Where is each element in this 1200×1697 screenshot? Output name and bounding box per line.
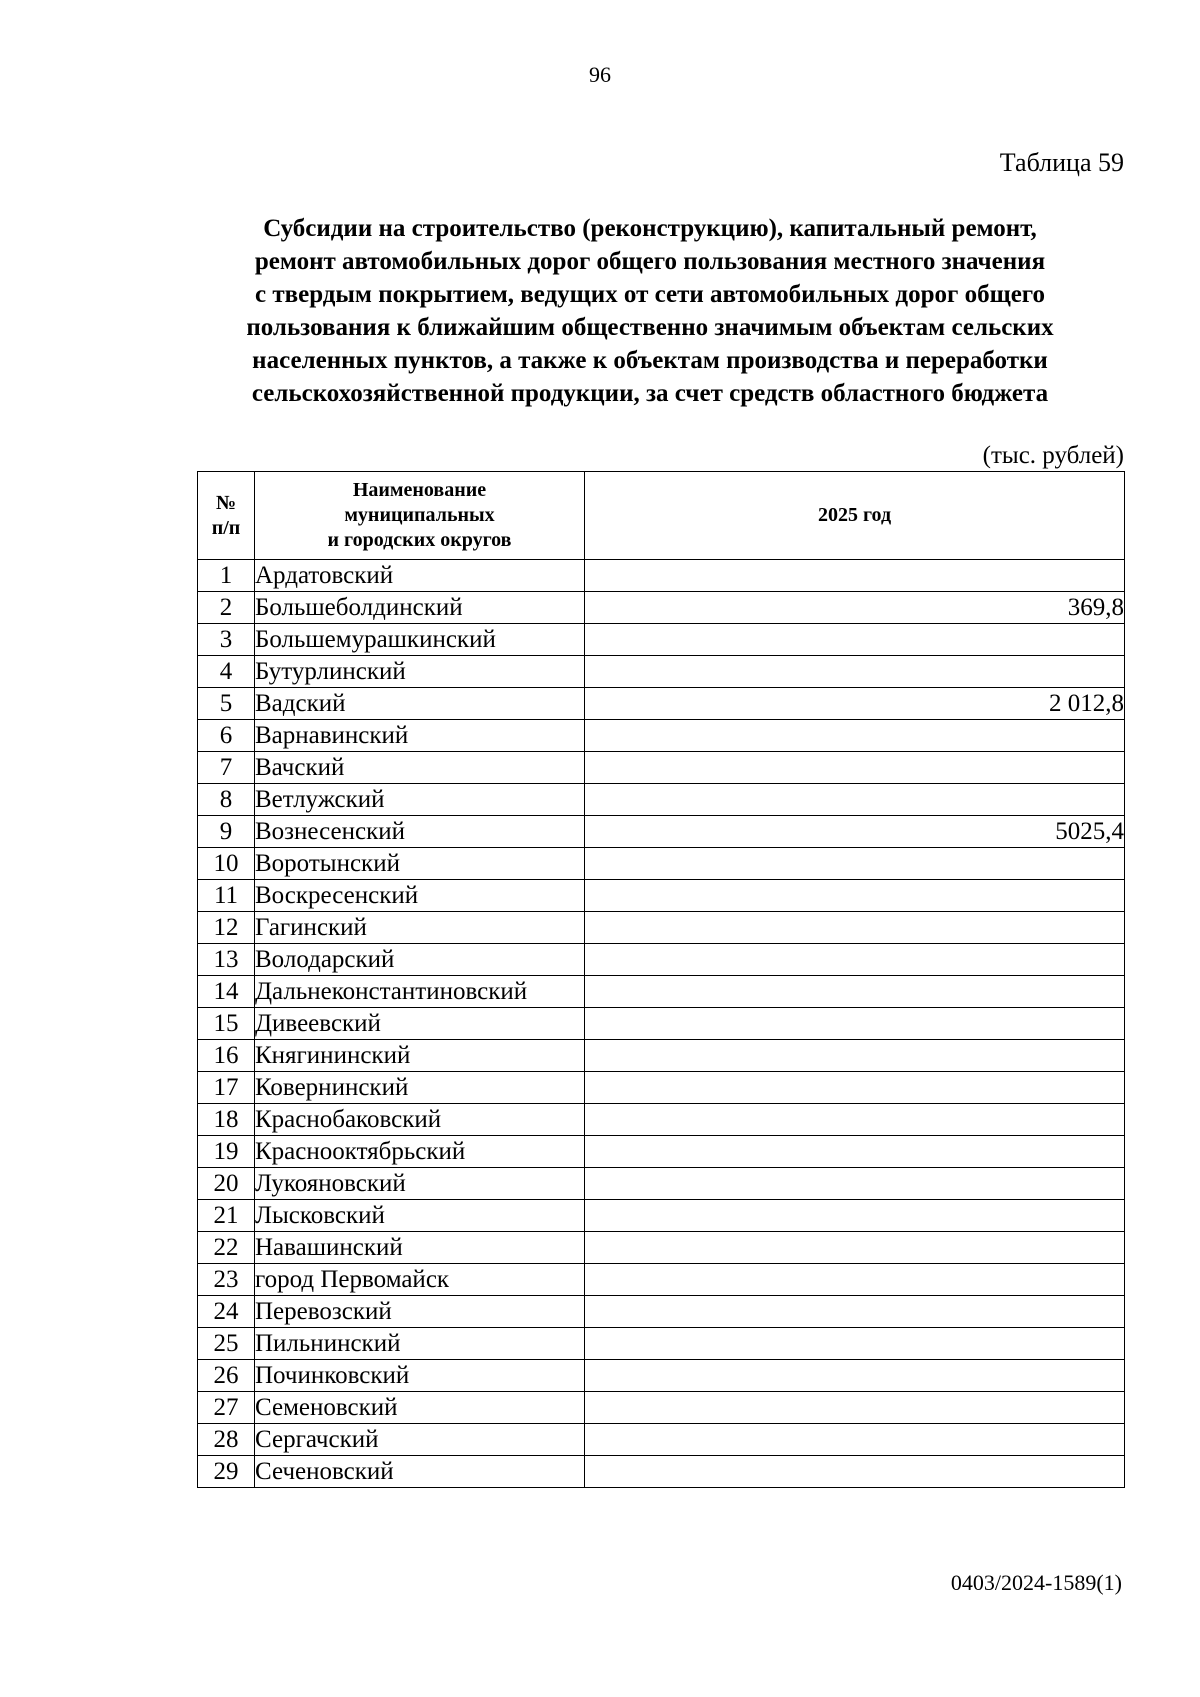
amount-cell xyxy=(585,1072,1125,1104)
row-number-cell: 2 xyxy=(198,592,255,624)
row-number-cell: 4 xyxy=(198,656,255,688)
table-header xyxy=(198,472,1125,560)
amount-cell: 369,8 xyxy=(585,592,1125,624)
amount-cell xyxy=(585,1040,1125,1072)
header-number xyxy=(198,472,255,560)
header-number-line: п/п xyxy=(211,516,241,539)
district-name-cell: Дальнеконстантиновский xyxy=(255,976,585,1008)
row-number-cell: 15 xyxy=(198,1008,255,1040)
header-number-line: № xyxy=(215,491,237,514)
table-row xyxy=(198,592,1125,624)
table-row xyxy=(198,720,1125,752)
row-number-cell: 1 xyxy=(198,560,255,592)
subsidy-table xyxy=(197,471,1125,1488)
amount-cell xyxy=(585,1104,1125,1136)
header-row xyxy=(198,472,1125,560)
amount-cell xyxy=(585,1168,1125,1200)
district-name-cell: Семеновский xyxy=(255,1392,585,1424)
row-number-cell: 28 xyxy=(198,1424,255,1456)
row-number-cell: 20 xyxy=(198,1168,255,1200)
district-name-cell: Бутурлинский xyxy=(255,656,585,688)
row-number-cell: 26 xyxy=(198,1360,255,1392)
district-name-cell: Вачский xyxy=(255,752,585,784)
table-row xyxy=(198,912,1125,944)
table-row xyxy=(198,624,1125,656)
amount-cell xyxy=(585,656,1125,688)
amount-cell xyxy=(585,1008,1125,1040)
title-line: Субсидии на строительство (реконструкцию), капитальный ремонт, xyxy=(263,215,1037,242)
table-body xyxy=(198,560,1125,1488)
row-number-cell: 24 xyxy=(198,1296,255,1328)
district-name-cell: Сергачский xyxy=(255,1424,585,1456)
table-row xyxy=(198,976,1125,1008)
table-label: Таблица 59 xyxy=(999,148,1124,177)
row-number-cell: 9 xyxy=(198,816,255,848)
district-name-cell: Починковский xyxy=(255,1360,585,1392)
amount-cell xyxy=(585,1136,1125,1168)
amount-cell xyxy=(585,976,1125,1008)
district-name-cell: Ковернинский xyxy=(255,1072,585,1104)
table-row xyxy=(198,816,1125,848)
district-name-cell: Ветлужский xyxy=(255,784,585,816)
table-row xyxy=(198,1136,1125,1168)
title-line: сельскохозяйственной продукции, за счет средств областного бюджета xyxy=(251,380,1049,407)
row-number-cell: 17 xyxy=(198,1072,255,1104)
amount-cell xyxy=(585,720,1125,752)
table-row xyxy=(198,880,1125,912)
title-line: пользования к ближайшим общественно значимым объектам сельских xyxy=(246,314,1054,341)
page-number: 96 xyxy=(589,62,611,87)
row-number-cell: 14 xyxy=(198,976,255,1008)
district-name-cell: Лукояновский xyxy=(255,1168,585,1200)
amount-cell xyxy=(585,1264,1125,1296)
district-name-cell: Варнавинский xyxy=(255,720,585,752)
amount-cell xyxy=(585,1392,1125,1424)
table-row xyxy=(198,1008,1125,1040)
amount-cell xyxy=(585,1200,1125,1232)
row-number-cell: 10 xyxy=(198,848,255,880)
header-year: 2025 год xyxy=(585,472,1125,560)
district-name-cell: Княгининский xyxy=(255,1040,585,1072)
table-row xyxy=(198,1392,1125,1424)
row-number-cell: 27 xyxy=(198,1392,255,1424)
table-row xyxy=(198,688,1125,720)
table-row xyxy=(198,656,1125,688)
table-row xyxy=(198,1328,1125,1360)
district-name-cell: Большемурашкинский xyxy=(255,624,585,656)
table-row xyxy=(198,1264,1125,1296)
header-name-line: и городских округов xyxy=(327,529,512,551)
district-name-cell: Навашинский xyxy=(255,1232,585,1264)
district-name-cell: Сеченовский xyxy=(255,1456,585,1488)
table-row xyxy=(198,848,1125,880)
row-number-cell: 29 xyxy=(198,1456,255,1488)
district-name-cell: Воротынский xyxy=(255,848,585,880)
amount-cell xyxy=(585,784,1125,816)
row-number-cell: 6 xyxy=(198,720,255,752)
table-row xyxy=(198,560,1125,592)
district-name-cell: Володарский xyxy=(255,944,585,976)
row-number-cell: 23 xyxy=(198,1264,255,1296)
amount-cell xyxy=(585,944,1125,976)
amount-cell: 5025,4 xyxy=(585,816,1125,848)
table-row xyxy=(198,752,1125,784)
district-name-cell: Вознесенский xyxy=(255,816,585,848)
row-number-cell: 19 xyxy=(198,1136,255,1168)
table-row xyxy=(198,1104,1125,1136)
table-row xyxy=(198,784,1125,816)
document-title xyxy=(180,212,1120,410)
row-number-cell: 25 xyxy=(198,1328,255,1360)
amount-cell xyxy=(585,1360,1125,1392)
header-name xyxy=(255,472,585,560)
table-row xyxy=(198,1360,1125,1392)
row-number-cell: 8 xyxy=(198,784,255,816)
district-name-cell: Пильнинский xyxy=(255,1328,585,1360)
district-name-cell: город Первомайск xyxy=(255,1264,585,1296)
amount-cell xyxy=(585,880,1125,912)
amount-cell xyxy=(585,560,1125,592)
row-number-cell: 21 xyxy=(198,1200,255,1232)
amount-cell xyxy=(585,848,1125,880)
district-name-cell: Большеболдинский xyxy=(255,592,585,624)
table-row xyxy=(198,1168,1125,1200)
document-code: 0403/2024-1589(1) xyxy=(950,1570,1122,1595)
row-number-cell: 3 xyxy=(198,624,255,656)
table-row xyxy=(198,1296,1125,1328)
district-name-cell: Вадский xyxy=(255,688,585,720)
table-row xyxy=(198,1072,1125,1104)
amount-cell xyxy=(585,1328,1125,1360)
header-name-line: муниципальных xyxy=(344,504,495,526)
title-line: населенных пунктов, а также к объектам производства и переработки xyxy=(252,347,1048,374)
table-row xyxy=(198,1424,1125,1456)
amount-cell xyxy=(585,912,1125,944)
row-number-cell: 18 xyxy=(198,1104,255,1136)
district-name-cell: Гагинский xyxy=(255,912,585,944)
amount-cell xyxy=(585,1296,1125,1328)
row-number-cell: 5 xyxy=(198,688,255,720)
amount-cell xyxy=(585,1424,1125,1456)
title-line: ремонт автомобильных дорог общего пользования местного значения xyxy=(254,248,1046,275)
row-number-cell: 22 xyxy=(198,1232,255,1264)
table-row xyxy=(198,1200,1125,1232)
header-name-line: Наименование xyxy=(352,479,487,501)
title-line: с твердым покрытием, ведущих от сети автомобильных дорог общего xyxy=(254,281,1046,308)
district-name-cell: Краснобаковский xyxy=(255,1104,585,1136)
amount-cell xyxy=(585,752,1125,784)
table-row xyxy=(198,1232,1125,1264)
amount-cell xyxy=(585,624,1125,656)
row-number-cell: 7 xyxy=(198,752,255,784)
district-name-cell: Краснооктябрьский xyxy=(255,1136,585,1168)
district-name-cell: Дивеевский xyxy=(255,1008,585,1040)
amount-cell: 2 012,8 xyxy=(585,688,1125,720)
table-row xyxy=(198,1040,1125,1072)
row-number-cell: 12 xyxy=(198,912,255,944)
amount-cell xyxy=(585,1232,1125,1264)
district-name-cell: Воскресенский xyxy=(255,880,585,912)
district-name-cell: Ардатовский xyxy=(255,560,585,592)
units-label: (тыс. рублей) xyxy=(982,442,1124,469)
amount-cell xyxy=(585,1456,1125,1488)
district-name-cell: Лысковский xyxy=(255,1200,585,1232)
table-row xyxy=(198,944,1125,976)
row-number-cell: 16 xyxy=(198,1040,255,1072)
row-number-cell: 11 xyxy=(198,880,255,912)
row-number-cell: 13 xyxy=(198,944,255,976)
district-name-cell: Перевозский xyxy=(255,1296,585,1328)
table-row xyxy=(198,1456,1125,1488)
